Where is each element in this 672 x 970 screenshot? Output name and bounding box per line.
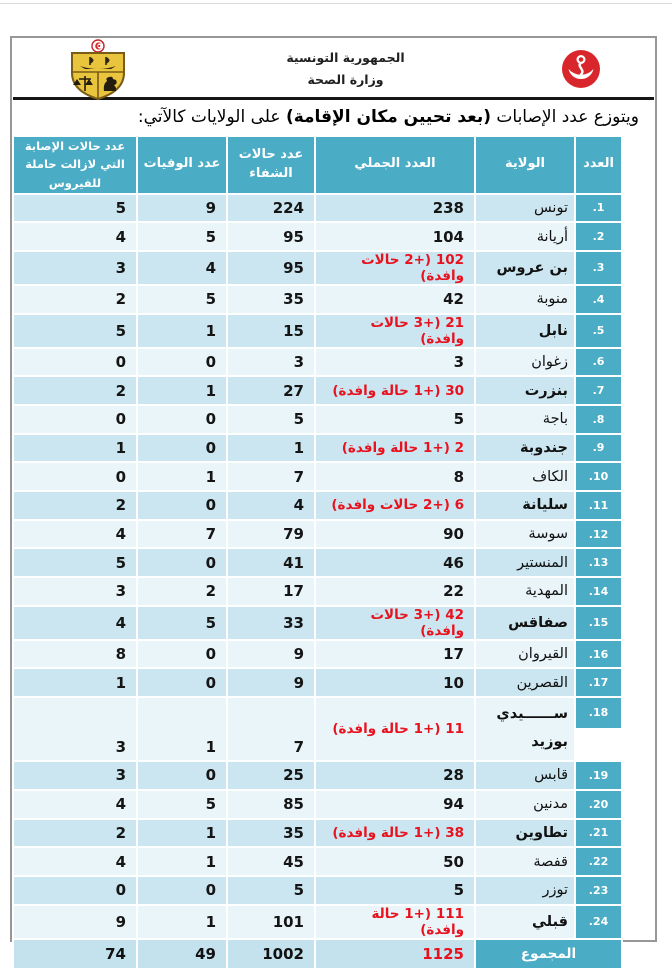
table-row [13,790,622,819]
table-row [13,222,622,251]
active-cases-cell: 3 [13,761,137,790]
table-row [13,285,622,314]
table-row [13,348,622,377]
recovered-cases-cell: 85 [227,790,315,819]
active-cases-cell: 4 [13,520,137,549]
table-row [13,434,622,463]
recovered-cases-cell: 41 [227,548,315,577]
governorate-name-cell: بن عروس [475,251,575,285]
intro-text-bold: (بعد تحيين مكان الإقامة) [285,107,491,127]
deaths-cell: 9 [137,194,227,223]
table-body [13,194,622,939]
governorate-name-cell: سوسة [475,520,575,549]
governorate-name-cell: الكاف [475,462,575,491]
recovered-cases-cell: 27 [227,376,315,405]
row-number-cell: 3. [575,251,622,285]
table-row [13,640,622,669]
active-cases-cell: 0 [13,462,137,491]
total-cases-cell: 94 [315,790,475,819]
row-number-cell: 12. [575,520,622,549]
active-cases-cell: 3 [13,697,137,761]
total-cases-cell: 46 [315,548,475,577]
active-cases-cell: 2 [13,819,137,848]
table-row [13,491,622,520]
governorate-name-cell: باجة [475,405,575,434]
governorate-name-cell: جندوبة [475,434,575,463]
active-cases-cell: 2 [13,285,137,314]
recovered-cases-cell: 7 [227,697,315,761]
deaths-cell: 0 [137,405,227,434]
page-top-hairline [0,3,672,4]
row-number-cell: 6. [575,348,622,377]
total-cases-cell: 11 (+1 حالة وافدة) [315,697,475,761]
totals-label: المجموع [475,939,622,969]
deaths-cell: 0 [137,434,227,463]
deaths-cell: 0 [137,491,227,520]
row-number-cell: 22. [575,847,622,876]
row-number-cell: 5. [575,314,622,348]
recovered-cases-cell: 5 [227,876,315,905]
total-cases-cell: 10 [315,668,475,697]
total-cases-cell: 111 (+1 حالة وافدة) [315,905,475,939]
totals-active-cell: 74 [13,939,137,969]
recovered-cases-cell: 4 [227,491,315,520]
recovered-cases-cell: 15 [227,314,315,348]
intro-text-pre: ويتوزع عدد الإصابات [490,107,639,127]
deaths-cell: 1 [137,819,227,848]
active-cases-cell: 1 [13,668,137,697]
total-cases-cell: 2 (+1 حالة وافدة) [315,434,475,463]
governorate-name-cell: تونس [475,194,575,223]
row-number-cell: 16. [575,640,622,669]
governorate-name-cell: صفاقس [475,606,575,640]
totals-total-cell: 1125 [315,939,475,969]
deaths-cell: 1 [137,697,227,761]
table-row [13,251,622,285]
deaths-cell: 1 [137,376,227,405]
active-cases-cell: 8 [13,640,137,669]
deaths-cell: 7 [137,520,227,549]
recovered-cases-cell: 35 [227,285,315,314]
recovered-cases-cell: 9 [227,668,315,697]
totals-deaths-cell: 49 [137,939,227,969]
row-number-cell: 4. [575,285,622,314]
row-number-cell: 10. [575,462,622,491]
recovered-cases-cell: 35 [227,819,315,848]
recovered-cases-cell: 95 [227,251,315,285]
document-page [10,36,657,963]
governorate-name-cell: القصرين [475,668,575,697]
governorate-name-cell: بنزرت [475,376,575,405]
row-number-cell: 24. [575,905,622,939]
row-number-cell: 23. [575,876,622,905]
governorate-name-cell: أريانة [475,222,575,251]
total-cases-cell: 21 (+3 حالات وافدة) [315,314,475,348]
ministry-of-health-crescent-icon [561,49,601,89]
governorate-name-cell: منوبة [475,285,575,314]
active-cases-cell: 5 [13,314,137,348]
governorate-name-cell: توزر [475,876,575,905]
recovered-cases-cell: 17 [227,577,315,606]
column-header-deaths: عدد الوفيات [137,136,227,194]
total-cases-cell: 6 (+2 حالات وافدة) [315,491,475,520]
row-number-cell: 2. [575,222,622,251]
column-header-active: عدد حالات الإصابة التي لازالت حاملة للفيروس [13,136,137,194]
governorate-name-cell: قفصة [475,847,575,876]
active-cases-cell: 0 [13,348,137,377]
table-row [13,462,622,491]
deaths-cell: 1 [137,905,227,939]
deaths-cell: 2 [137,577,227,606]
recovered-cases-cell: 7 [227,462,315,491]
governorate-name-cell: المنستير [475,548,575,577]
active-cases-cell: 4 [13,222,137,251]
active-cases-cell: 1 [13,434,137,463]
table-row [13,761,622,790]
governorate-name-cell: القيروان [475,640,575,669]
row-number-cell: 13. [575,548,622,577]
governorate-name-cell: مدنين [475,790,575,819]
deaths-cell: 4 [137,251,227,285]
table-row [13,847,622,876]
active-cases-cell: 4 [13,847,137,876]
deaths-cell: 5 [137,285,227,314]
recovered-cases-cell: 79 [227,520,315,549]
total-cases-cell: 238 [315,194,475,223]
active-cases-cell: 2 [13,491,137,520]
totals-recovered-cell: 1002 [227,939,315,969]
row-number-cell: 20. [575,790,622,819]
recovered-cases-cell: 224 [227,194,315,223]
governorate-name-cell: زغوان [475,348,575,377]
recovered-cases-cell: 1 [227,434,315,463]
row-number-cell: 14. [575,577,622,606]
total-cases-cell: 22 [315,577,475,606]
total-cases-cell: 30 (+1 حالة وافدة) [315,376,475,405]
row-number-cell: 7. [575,376,622,405]
intro-sentence [12,100,655,133]
total-cases-cell: 42 (+3 حالات وافدة) [315,606,475,640]
total-cases-cell: 28 [315,761,475,790]
total-cases-cell: 8 [315,462,475,491]
table-row [13,905,622,939]
deaths-cell: 0 [137,668,227,697]
recovered-cases-cell: 5 [227,405,315,434]
deaths-cell: 0 [137,348,227,377]
row-number-cell: 19. [575,761,622,790]
recovered-cases-cell: 9 [227,640,315,669]
row-number-cell: 17. [575,668,622,697]
column-header-recovered: عدد حالات الشفاء [227,136,315,194]
recovered-cases-cell: 3 [227,348,315,377]
active-cases-cell: 2 [13,376,137,405]
republic-title: الجمهورية التونسية [286,49,405,65]
row-number-cell: 9. [575,434,622,463]
total-cases-cell: 42 [315,285,475,314]
recovered-cases-cell: 45 [227,847,315,876]
total-cases-cell: 50 [315,847,475,876]
table-row [13,314,622,348]
table-row [13,819,622,848]
governorate-name-cell: ســــــيدي بوزيد [475,697,575,761]
deaths-cell: 5 [137,222,227,251]
total-cases-cell: 102 (+2 حالات وافدة) [315,251,475,285]
recovered-cases-cell: 33 [227,606,315,640]
active-cases-cell: 0 [13,405,137,434]
totals-row [13,939,622,969]
column-header-num: العدد [575,136,622,194]
table-row [13,520,622,549]
governorate-name-cell: قابس [475,761,575,790]
deaths-cell: 0 [137,640,227,669]
table-header-row [13,136,622,194]
active-cases-cell: 5 [13,548,137,577]
document-header [12,38,655,97]
recovered-cases-cell: 25 [227,761,315,790]
governorate-name-cell: نابل [475,314,575,348]
active-cases-cell: 5 [13,194,137,223]
table-row [13,668,622,697]
row-number-cell: 15. [575,606,622,640]
total-cases-cell: 90 [315,520,475,549]
active-cases-cell: 4 [13,790,137,819]
table-row [13,405,622,434]
total-cases-cell: 17 [315,640,475,669]
deaths-cell: 5 [137,606,227,640]
table-row [13,876,622,905]
active-cases-cell: 3 [13,577,137,606]
table-row [13,577,622,606]
column-header-wilaya: الولاية [475,136,575,194]
row-number-cell: 1. [575,194,622,223]
ministry-title: وزارة الصحة [307,71,384,87]
cases-by-governorate-table [12,135,623,970]
deaths-cell: 5 [137,790,227,819]
governorate-name-cell: تطاوين [475,819,575,848]
active-cases-cell: 3 [13,251,137,285]
table-row [13,194,622,223]
deaths-cell: 1 [137,847,227,876]
total-cases-cell: 5 [315,876,475,905]
active-cases-cell: 9 [13,905,137,939]
total-cases-cell: 38 (+1 حالة وافدة) [315,819,475,848]
governorate-name-cell: قبلي [475,905,575,939]
deaths-cell: 0 [137,548,227,577]
table-row [13,548,622,577]
row-number-cell: 21. [575,819,622,848]
tunisia-coat-of-arms-icon [66,39,130,101]
governorate-name-cell: المهدية [475,577,575,606]
deaths-cell: 0 [137,761,227,790]
table-row [13,697,622,761]
row-number-cell: 18. [575,697,622,761]
column-header-total: العدد الجملي [315,136,475,194]
table-row [13,376,622,405]
governorate-name-cell: سليانة [475,491,575,520]
row-number-cell: 11. [575,491,622,520]
ministry-letterhead [130,47,561,91]
total-cases-cell: 104 [315,222,475,251]
active-cases-cell: 0 [13,876,137,905]
recovered-cases-cell: 95 [227,222,315,251]
table-row [13,606,622,640]
intro-text-post: على الولايات كالآتي: [137,107,286,127]
recovered-cases-cell: 101 [227,905,315,939]
total-cases-cell: 3 [315,348,475,377]
deaths-cell: 0 [137,876,227,905]
row-number-cell: 8. [575,405,622,434]
active-cases-cell: 4 [13,606,137,640]
total-cases-cell: 5 [315,405,475,434]
deaths-cell: 1 [137,462,227,491]
deaths-cell: 1 [137,314,227,348]
